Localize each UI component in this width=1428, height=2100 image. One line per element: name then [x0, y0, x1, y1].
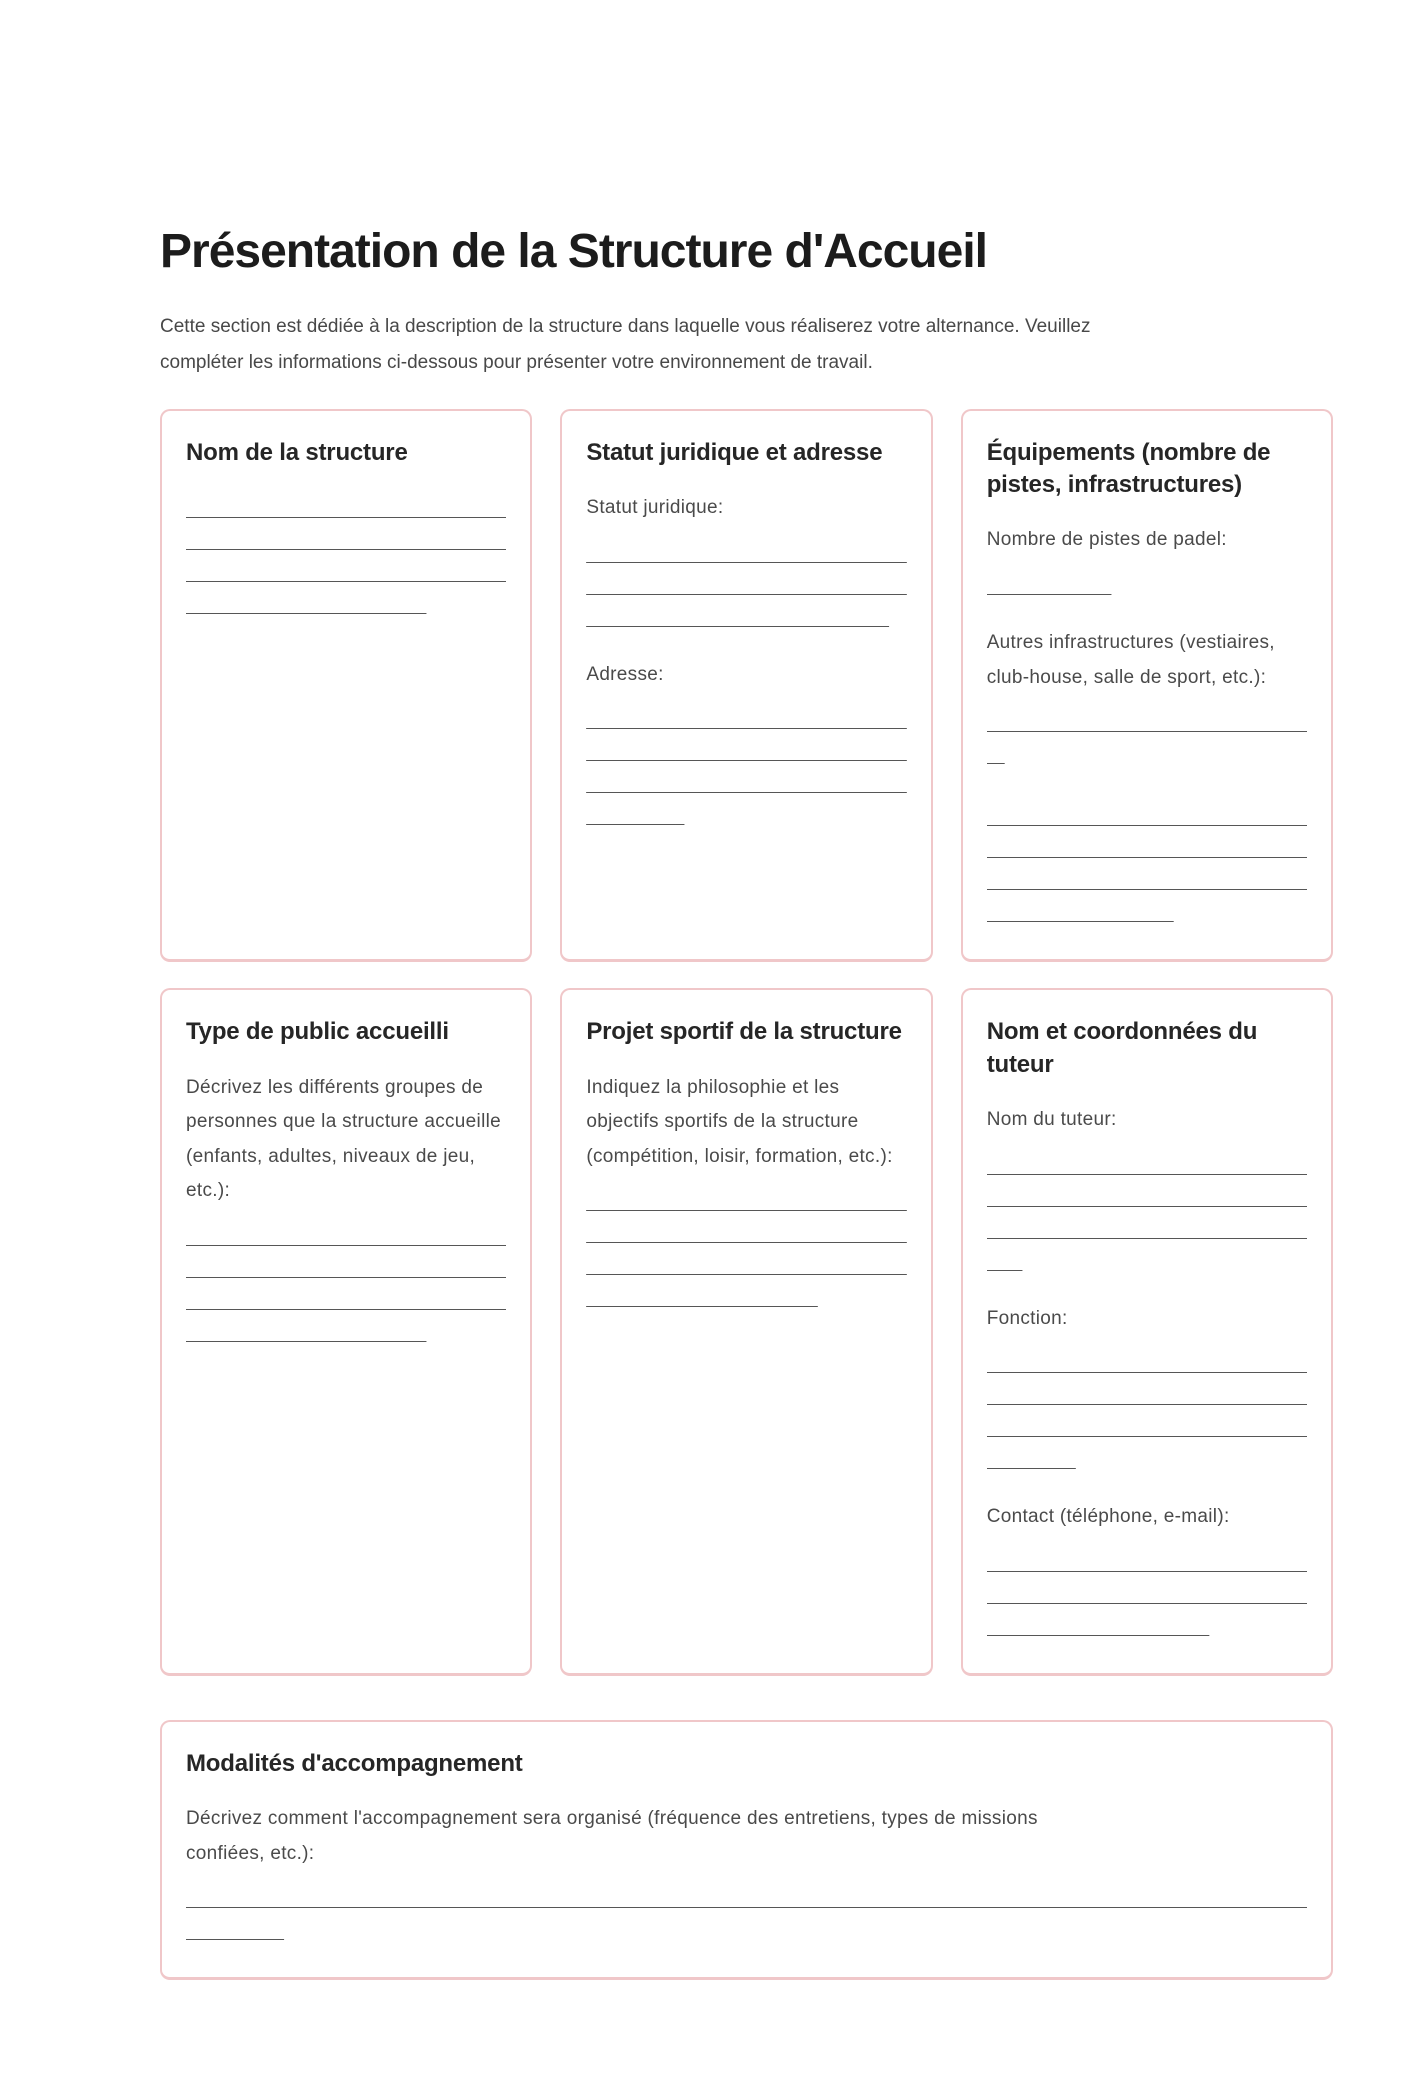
card-statut-juridique-adresse [560, 409, 932, 963]
card-title: Statut juridique et adresse [586, 438, 883, 466]
field-label: Autres infrastructures (vestiaires, club-house, salle de sport, etc.): [986, 631, 1275, 688]
blank-line: ____________________________________ [986, 716, 1308, 734]
blank-line: ___________ [586, 809, 685, 827]
blank-lines-block [987, 709, 1307, 773]
blank-line: ____________________________________ [986, 1389, 1308, 1407]
blank-lines-block [586, 1188, 906, 1316]
blank-lines-block [987, 1350, 1307, 1478]
blank-line: ____________________________________ [586, 578, 907, 596]
blank-line: ____________________________________ [586, 1195, 907, 1213]
blank-line: __ [986, 748, 1005, 766]
card-title: Nom et coordonnées du tuteur [986, 1018, 1258, 1078]
blank-lines-block [987, 1549, 1307, 1645]
card-type-public [160, 988, 532, 1676]
field-label: Décrivez comment l'accompagnement sera organisé (fréquence des entretiens, types de missions confiées, etc.): [186, 1808, 1038, 1864]
blank-lines-block [987, 1152, 1307, 1280]
field-label: Adresse: [586, 663, 664, 685]
card-title: Équipements (nombre de pistes, infrastructures) [986, 438, 1271, 499]
field-label: Statut juridique: [586, 497, 724, 519]
blank-lines-block [186, 495, 506, 623]
blank-lines-block [586, 706, 906, 834]
blank-line: ____ [986, 1254, 1023, 1272]
blank-line: __________________________ [586, 1291, 818, 1309]
intro-paragraph: Cette section est dédiée à la description de la structure dans laquelle vous réaliserez votre alternance. Veuillez compléter les informations ci-dessous pour présenter votre environnement de travail. [160, 316, 1091, 373]
blank-line: _________________________ [986, 1619, 1210, 1637]
card-equipements [961, 409, 1333, 963]
field-label: Nom du tuteur: [986, 1108, 1117, 1130]
blank-lines-block [186, 1885, 1307, 1949]
blank-line: ____________________________________ [986, 1555, 1308, 1573]
card-title: Projet sportif de la structure [586, 1018, 902, 1046]
blank-line: ____________________________________ [986, 1158, 1308, 1176]
blank-line: ____________________________________ [986, 1357, 1308, 1375]
card-title: Nom de la structure [186, 438, 408, 466]
blank-line: ____________________________________ [586, 713, 907, 731]
field-label: Fonction: [986, 1307, 1068, 1329]
blank-line: ____________________________________ [186, 1229, 507, 1247]
blank-line: ___________ [186, 1924, 284, 1942]
blank-line: ____________________________________ [186, 534, 507, 552]
blank-line: ____________________________________ [986, 874, 1308, 892]
blank-line: ____________________________________ [986, 810, 1308, 828]
blank-line: ___________________________ [186, 1325, 427, 1343]
blank-line: ____________________________________ [586, 777, 907, 795]
blank-line: ____________________________________ [986, 1421, 1308, 1439]
card-modalites-accompagnement [160, 1720, 1333, 1981]
blank-line: _____________________ [986, 906, 1174, 924]
blank-line: ____________________________________ [586, 1227, 907, 1245]
field-label: Nombre de pistes de padel: [986, 529, 1227, 551]
blank-line: ____________________________________ [986, 842, 1308, 860]
blank-line: ____________________________________ [186, 566, 507, 584]
blank-lines-block [186, 1223, 506, 1351]
blank-line: ______________________________________________________________________________________________________________________________ [186, 1892, 1308, 1910]
blank-line: __________ [986, 1453, 1076, 1471]
card-nom-structure [160, 409, 532, 963]
blank-line: ____________________________________ [186, 1293, 507, 1311]
blank-line: ____________________________________ [586, 546, 907, 564]
blank-line: __________________________________ [586, 610, 889, 628]
cards-grid [160, 409, 1308, 1981]
field-label: Contact (téléphone, e-mail): [986, 1506, 1230, 1528]
card-title: Type de public accueilli [186, 1018, 449, 1046]
blank-lines-block [987, 572, 1307, 604]
field-label: Décrivez les différents groupes de personnes que la structure accueille (enfants, adultes, niveaux de jeu, etc.): [186, 1076, 501, 1202]
card-tuteur [961, 988, 1333, 1676]
blank-line: ____________________________________ [586, 1259, 907, 1277]
blank-line: ____________________________________ [186, 1261, 507, 1279]
page-title: Présentation de la Structure d'Accueil [160, 225, 987, 278]
blank-line: ____________________________________ [986, 1587, 1308, 1605]
blank-line: ______________ [986, 578, 1112, 596]
blank-line: ____________________________________ [986, 1190, 1308, 1208]
blank-line: ____________________________________ [186, 502, 507, 520]
field-label: Indiquez la philosophie et les objectifs sportifs de la structure (compétition, loisir, formation, etc.): [586, 1076, 893, 1167]
blank-line: ___________________________ [186, 598, 427, 616]
blank-lines-block [586, 540, 906, 636]
card-projet-sportif [560, 988, 932, 1676]
card-title: Modalités d'accompagnement [186, 1749, 523, 1777]
blank-lines-block [987, 803, 1307, 931]
blank-line: ____________________________________ [586, 745, 907, 763]
blank-line: ____________________________________ [986, 1222, 1308, 1240]
